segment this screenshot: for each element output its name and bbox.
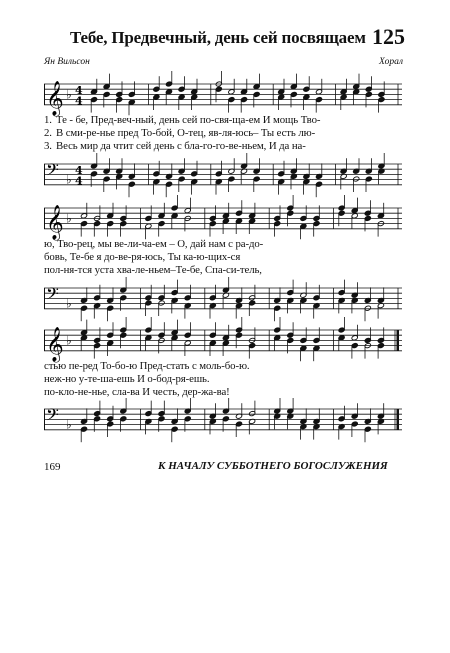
hymn-title: Тебе, Предвечный, день сей посвящаем: [70, 28, 366, 47]
lyric-line: стью пе-ред То-бо-ю Пред-стать с моль-бо-ю.: [44, 360, 250, 372]
lyric-line: 2. В сми-ре-нье пред То-бой, О-тец, яв-ля-юсь– Ты есть лю-: [44, 127, 316, 139]
svg-text:♭: ♭: [66, 87, 72, 102]
lyric-line: ю, Тво-рец, мы ве-ли-ча-ем – О, дай нам с ра-до-: [44, 238, 264, 250]
treble-staff-2: [44, 200, 402, 240]
svg-text:𝄢: 𝄢: [46, 159, 59, 184]
treble-staff-3: [44, 322, 402, 362]
svg-text:♭: ♭: [66, 211, 72, 226]
lyric-line: пол-ня-тся уста хва-ле-ньем–Те-бе, Спа-си-тель,: [44, 264, 262, 276]
svg-text:𝄞: 𝄞: [46, 80, 64, 116]
svg-text:♭: ♭: [66, 296, 72, 311]
lyric-line: по-кло-не-нье, сла-ва И честь, дер-жа-ва!: [44, 386, 230, 398]
svg-text:♭: ♭: [66, 417, 72, 432]
style-label: Хорал: [379, 57, 404, 67]
lyric-line: бовь, Те-бе я до-ве-ря-юсь, Ты ка-ю-щих-ся: [44, 251, 241, 263]
svg-text:𝄞: 𝄞: [46, 326, 64, 362]
svg-text:4: 4: [75, 83, 83, 97]
svg-text:4: 4: [75, 174, 83, 188]
page-number: 169: [44, 461, 61, 473]
svg-text:𝄢: 𝄢: [46, 404, 59, 429]
lyric-line: неж-но у-те-ша-ешь И о-бод-ря-ешь.: [44, 373, 210, 385]
lyric-line: 3. Весь мир да чтит сей день с бла-го-го-ве-ньем, И да на-: [44, 140, 306, 152]
bass-staff-1: [44, 156, 402, 192]
bass-staff-3: [44, 401, 402, 437]
hymn-number: 125: [372, 24, 405, 49]
svg-text:𝄞: 𝄞: [46, 204, 64, 240]
svg-text:4: 4: [75, 163, 83, 177]
svg-text:𝄢: 𝄢: [46, 283, 59, 308]
lyric-line: 1. Те - бе, Пред-веч-ный, день сей по-свя-ща-ем И мощь Тво-: [44, 114, 321, 126]
treble-staff-1: [44, 76, 402, 116]
svg-text:♭: ♭: [66, 172, 72, 187]
bass-staff-2: [44, 280, 402, 316]
svg-text:4: 4: [75, 94, 83, 108]
svg-text:♭: ♭: [66, 333, 72, 348]
composer-credit: Ян Вильсон: [44, 57, 90, 67]
section-title: К НАЧАЛУ СУББОТНЕГО БОГОСЛУЖЕНИЯ: [158, 460, 388, 472]
